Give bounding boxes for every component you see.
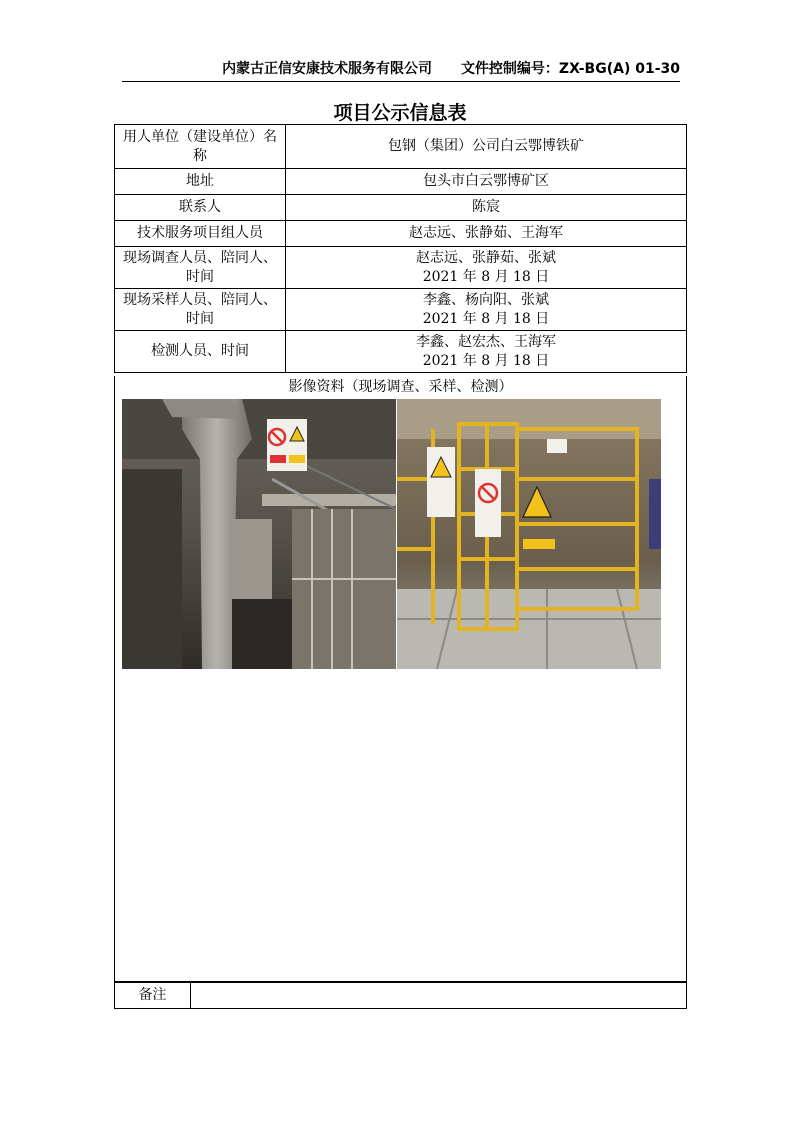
page-header [122,58,680,82]
row-value-line: 李鑫、赵宏杰、王海军 [416,333,556,350]
row-value-date: 2021 年 8 月 18 日 [422,310,550,327]
row-label: 检测人员、时间 [115,331,286,373]
table-row [115,289,687,331]
row-value [286,289,687,331]
table-row [115,195,687,221]
site-photo-duct [122,399,396,669]
table-row [115,221,687,247]
row-label: 现场调查人员、陪同人、时间 [115,247,286,289]
remark-row [114,982,687,1009]
row-label: 现场采样人员、陪同人、时间 [115,289,286,331]
table-row [115,331,687,373]
row-value: 包头市白云鄂博矿区 [286,169,687,195]
row-value [286,331,687,373]
row-label: 技术服务项目组人员 [115,221,286,247]
row-value [286,247,687,289]
table-row [115,169,687,195]
company-name: 内蒙古正信安康技术服务有限公司 [222,61,433,77]
page-title: 项目公示信息表 [333,102,467,124]
row-label: 用人单位（建设单位）名称 [115,125,286,169]
doc-control-number: 文件控制编号：ZX-BG(A) 01-30 [460,61,680,77]
row-value-line: 赵志远、张静茹、张斌 [416,249,556,266]
photos-section [114,376,687,982]
table-row [115,247,687,289]
table-row [115,125,687,169]
row-value: 包钢（集团）公司白云鄂博铁矿 [286,125,687,169]
site-photo-railing [397,399,661,669]
info-table [114,124,687,373]
row-value: 陈宸 [286,195,687,221]
row-value-line: 李鑫、杨向阳、张斌 [423,291,549,308]
row-value-date: 2021 年 8 月 18 日 [422,268,550,285]
row-label: 联系人 [115,195,286,221]
row-value-date: 2021 年 8 月 18 日 [422,352,550,369]
remark-label: 备注 [115,983,191,1008]
row-value: 赵志远、张静茹、王海军 [286,221,687,247]
row-label: 地址 [115,169,286,195]
photos-title: 影像资料（现场调查、采样、检测） [288,379,513,395]
remark-value [191,983,686,1008]
